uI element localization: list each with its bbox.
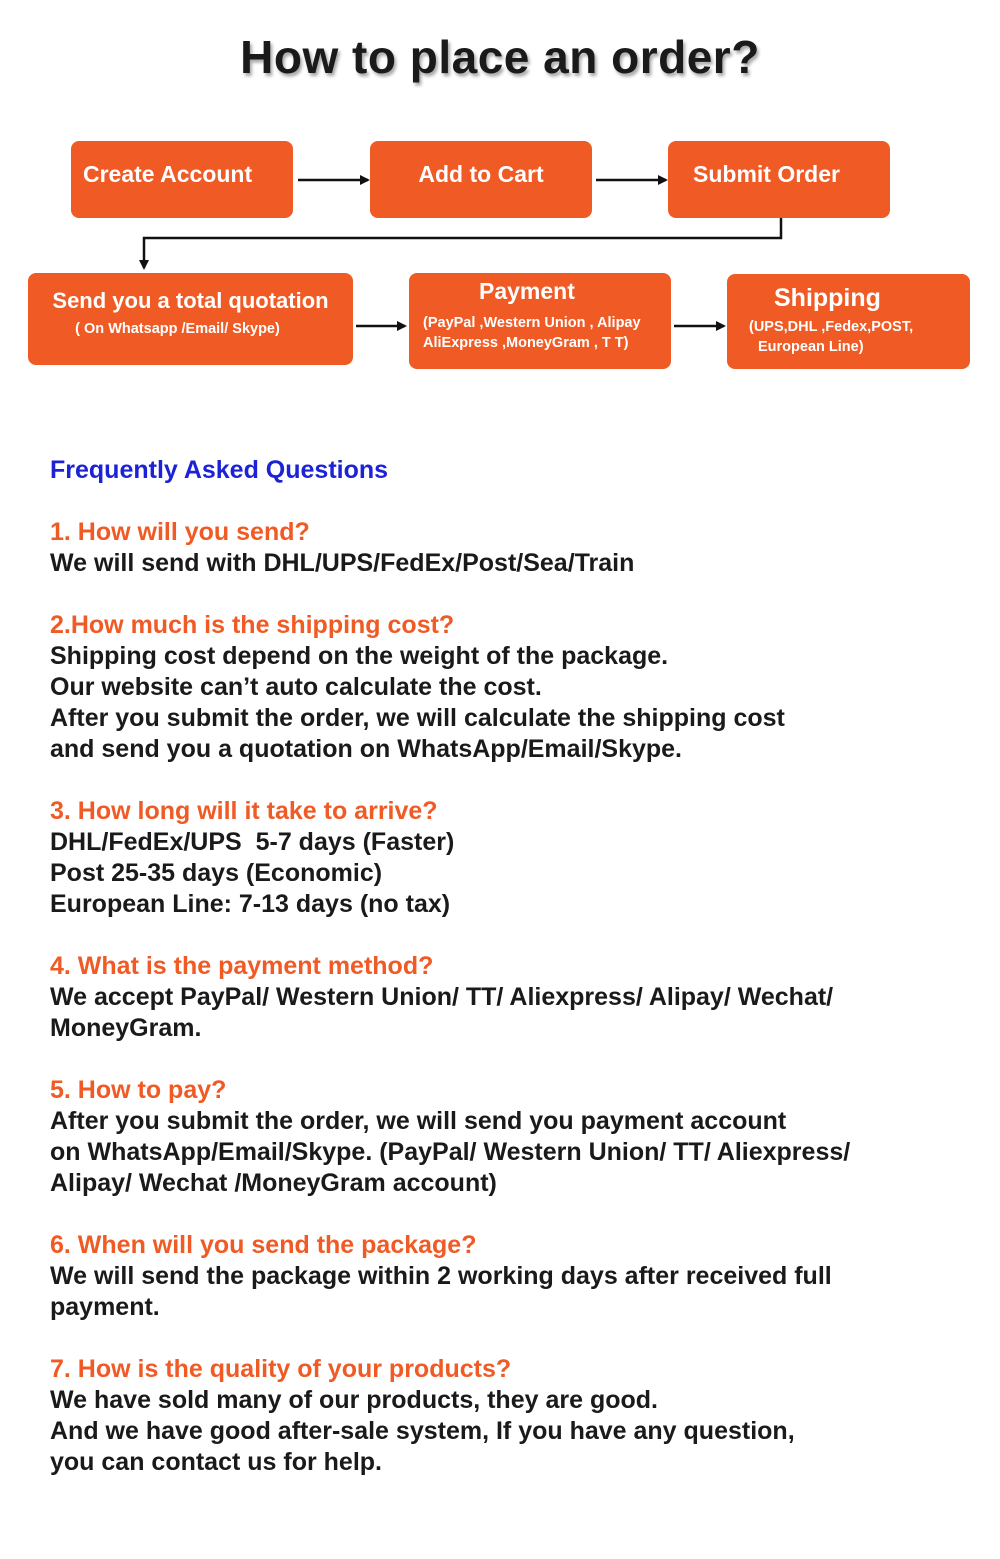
step-quotation-label: Send you a total quotation (52, 288, 329, 313)
faq-answer-line: After you submit the order, we will send you payment account (50, 1107, 787, 1135)
faq-answer (50, 641, 970, 765)
step-payment-sub-1: (PayPal ,Western Union , Alipay (423, 315, 641, 331)
arrow-step3-to-step4 (144, 218, 781, 268)
faq-answer-line: and send you a quotation on WhatsApp/Email/Skype. (50, 735, 683, 763)
faq-question: 3. How long will it take to arrive? (50, 797, 438, 825)
faq-answer-line: And we have good after-sale system, If you have any question, (50, 1417, 795, 1445)
faq-item (50, 1230, 970, 1323)
faq-answer (50, 1385, 970, 1478)
step-add-to-cart-label: Add to Cart (418, 161, 544, 187)
faq-answer (50, 1106, 970, 1199)
faq-heading: Frequently Asked Questions (50, 456, 389, 484)
faq-question: 4. What is the payment method? (50, 952, 434, 980)
step-quotation-sub: ( On Whatsapp /Email/ Skype) (75, 321, 280, 337)
faq-item (50, 796, 970, 920)
faq-question: 5. How to pay? (50, 1076, 227, 1104)
step-submit-order (668, 141, 890, 218)
faq-answer-line: We have sold many of our products, they are good. (50, 1386, 658, 1414)
faq-answer (50, 1261, 970, 1323)
faq-answer-line: on WhatsApp/Email/Skype. (PayPal/ Western Union/ TT/ Aliexpress/ (50, 1138, 851, 1166)
faq-answer-line: European Line: 7-13 days (no tax) (50, 890, 451, 918)
step-create-account (71, 141, 293, 218)
faq-answer-line: MoneyGram. (50, 1014, 202, 1042)
faq-item (50, 517, 970, 579)
step-shipping-sub-2: European Line) (758, 339, 864, 355)
faq-answer-line: Post 25-35 days (Economic) (50, 859, 383, 887)
step-shipping-label: Shipping (774, 284, 881, 312)
faq-item (50, 1075, 970, 1199)
step-payment-sub-2: AliExpress ,MoneyGram , T T) (423, 335, 629, 351)
step-payment (409, 273, 671, 369)
faq-answer-line: DHL/FedEx/UPS 5-7 days (Faster) (50, 828, 455, 856)
faq-item (50, 610, 970, 765)
faq-answer-line: Alipay/ Wechat /MoneyGram account) (50, 1169, 497, 1197)
faq-answer (50, 548, 970, 579)
faq-answer-line: Our website can’t auto calculate the cost. (50, 673, 542, 701)
faq-answer (50, 982, 970, 1044)
faq-question: 7. How is the quality of your products? (50, 1355, 512, 1383)
faq-question: 1. How will you send? (50, 518, 310, 546)
step-shipping (727, 274, 970, 369)
faq-answer-line: you can contact us for help. (50, 1448, 382, 1476)
faq-item (50, 951, 970, 1044)
step-shipping-sub-1: (UPS,DHL ,Fedex,POST, (749, 319, 914, 335)
faq-answer (50, 827, 970, 920)
page-title: How to place an order? (240, 31, 760, 83)
faq-question: 2.How much is the shipping cost? (50, 611, 455, 639)
faq-item (50, 1354, 970, 1478)
step-add-to-cart (370, 141, 592, 218)
faq-section (50, 455, 970, 1509)
faq-answer-line: We will send the package within 2 working days after received full (50, 1262, 832, 1290)
step-quotation (28, 273, 353, 365)
faq-answer-line: We will send with DHL/UPS/FedEx/Post/Sea/Train (50, 549, 635, 577)
faq-answer-line: payment. (50, 1293, 160, 1321)
step-create-account-label: Create Account (83, 161, 253, 187)
step-payment-label: Payment (479, 278, 575, 304)
faq-answer-line: We accept PayPal/ Western Union/ TT/ Aliexpress/ Alipay/ Wechat/ (50, 983, 834, 1011)
faq-answer-line: Shipping cost depend on the weight of the package. (50, 642, 669, 670)
faq-answer-line: After you submit the order, we will calculate the shipping cost (50, 704, 785, 732)
step-submit-order-label: Submit Order (693, 161, 840, 187)
faq-question: 6. When will you send the package? (50, 1231, 477, 1259)
